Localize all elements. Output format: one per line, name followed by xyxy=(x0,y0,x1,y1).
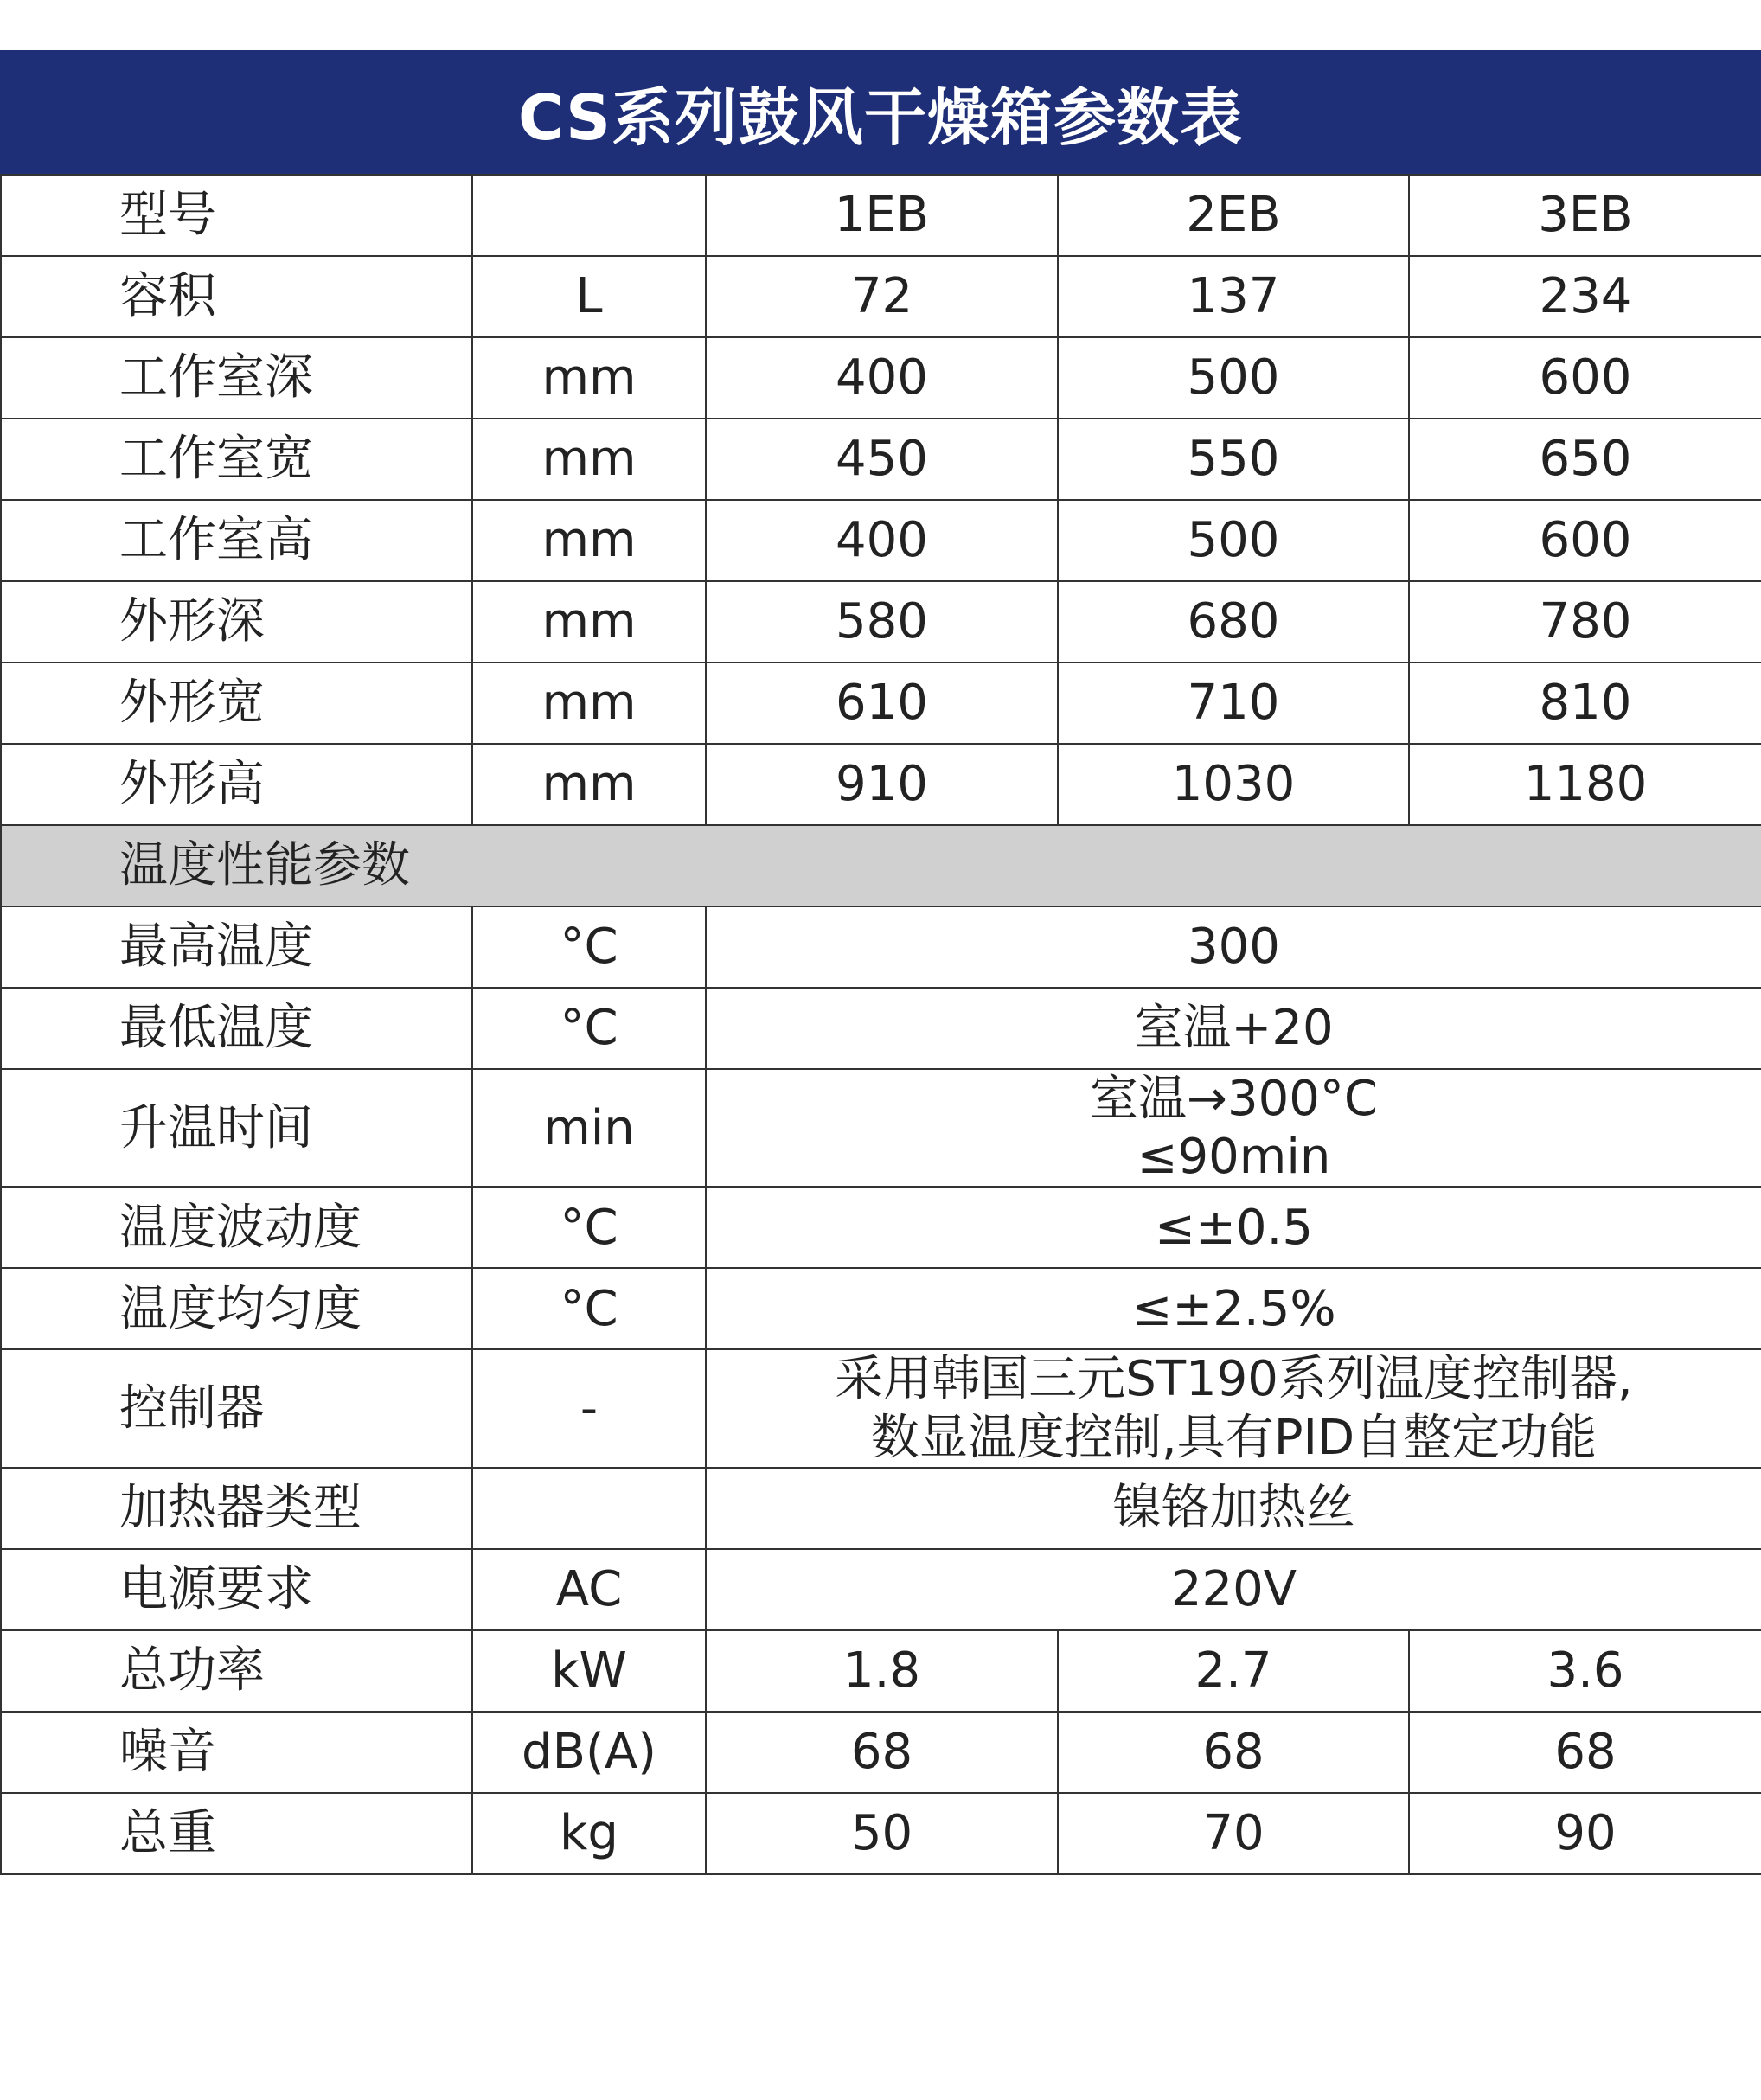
param-label: 电源要求 xyxy=(1,1549,472,1630)
unit-cell: min xyxy=(472,1069,706,1187)
table-row xyxy=(1,1793,1761,1874)
param-label: 加热器类型 xyxy=(1,1468,472,1549)
table-row xyxy=(1,256,1761,337)
unit-cell: mm xyxy=(472,744,706,825)
value-cell-3eb: 3EB xyxy=(1409,175,1761,256)
unit-cell: - xyxy=(472,1349,706,1467)
param-label: 外形高 xyxy=(1,744,472,825)
param-label: 最低温度 xyxy=(1,988,472,1069)
param-label: 总重 xyxy=(1,1793,472,1874)
unit-cell: °C xyxy=(472,1268,706,1349)
value-cell-2eb: 2EB xyxy=(1058,175,1409,256)
unit-cell: dB(A) xyxy=(472,1712,706,1793)
table-row xyxy=(1,1349,1761,1467)
unit-cell: mm xyxy=(472,500,706,581)
unit-cell: mm xyxy=(472,419,706,500)
value-cell-1eb: 72 xyxy=(706,256,1058,337)
unit-cell: mm xyxy=(472,663,706,744)
spec-table xyxy=(0,174,1761,1875)
value-cell-3eb: 234 xyxy=(1409,256,1761,337)
value-cell-2eb: 68 xyxy=(1058,1712,1409,1793)
table-row xyxy=(1,988,1761,1069)
table-row xyxy=(1,744,1761,825)
merged-value-cell: 室温+20 xyxy=(706,988,1761,1069)
table-row xyxy=(1,1712,1761,1793)
value-cell-3eb: 1180 xyxy=(1409,744,1761,825)
unit-cell: L xyxy=(472,256,706,337)
unit-cell: mm xyxy=(472,581,706,663)
param-label: 最高温度 xyxy=(1,906,472,988)
table-row xyxy=(1,581,1761,663)
value-cell-1eb: 400 xyxy=(706,337,1058,419)
table-row xyxy=(1,1549,1761,1630)
value-cell-2eb: 2.7 xyxy=(1058,1630,1409,1712)
value-cell-2eb: 137 xyxy=(1058,256,1409,337)
table-row xyxy=(1,1630,1761,1712)
value-cell-2eb: 70 xyxy=(1058,1793,1409,1874)
merged-value-cell: 镍铬加热丝 xyxy=(706,1468,1761,1549)
unit-cell: °C xyxy=(472,988,706,1069)
value-cell-3eb: 600 xyxy=(1409,337,1761,419)
unit-cell: mm xyxy=(472,337,706,419)
value-cell-2eb: 1030 xyxy=(1058,744,1409,825)
table-title: CS系列鼓风干燥箱参数表 xyxy=(0,50,1761,174)
unit-cell: °C xyxy=(472,1187,706,1268)
value-cell-3eb: 3.6 xyxy=(1409,1630,1761,1712)
value-cell-1eb: 68 xyxy=(706,1712,1058,1793)
table-row xyxy=(1,906,1761,988)
value-cell-2eb: 500 xyxy=(1058,337,1409,419)
value-cell-3eb: 650 xyxy=(1409,419,1761,500)
param-label: 外形深 xyxy=(1,581,472,663)
value-cell-1eb: 400 xyxy=(706,500,1058,581)
value-cell-1eb: 1EB xyxy=(706,175,1058,256)
unit-cell: kW xyxy=(472,1630,706,1712)
table-row xyxy=(1,1468,1761,1549)
value-cell-3eb: 600 xyxy=(1409,500,1761,581)
section-header-row xyxy=(1,825,1761,906)
unit-cell xyxy=(472,1468,706,1549)
merged-value-cell: ≤±0.5 xyxy=(706,1187,1761,1268)
unit-cell: AC xyxy=(472,1549,706,1630)
value-cell-3eb: 68 xyxy=(1409,1712,1761,1793)
value-cell-3eb: 780 xyxy=(1409,581,1761,663)
param-label: 温度波动度 xyxy=(1,1187,472,1268)
merged-value-cell xyxy=(706,1069,1761,1187)
param-label: 工作室宽 xyxy=(1,419,472,500)
value-line-1: 室温→300°C xyxy=(1090,1071,1378,1127)
unit-cell: kg xyxy=(472,1793,706,1874)
table-row xyxy=(1,500,1761,581)
value-cell-1eb: 910 xyxy=(706,744,1058,825)
value-cell-2eb: 550 xyxy=(1058,419,1409,500)
param-label: 温度均匀度 xyxy=(1,1268,472,1349)
table-row xyxy=(1,175,1761,256)
table-row xyxy=(1,1069,1761,1187)
value-cell-2eb: 500 xyxy=(1058,500,1409,581)
unit-cell: °C xyxy=(472,906,706,988)
table-row xyxy=(1,419,1761,500)
value-cell-3eb: 90 xyxy=(1409,1793,1761,1874)
merged-value-cell: ≤±2.5% xyxy=(706,1268,1761,1349)
value-cell-1eb: 450 xyxy=(706,419,1058,500)
value-cell-3eb: 810 xyxy=(1409,663,1761,744)
merged-value-cell: 220V xyxy=(706,1549,1761,1630)
value-line-2: 数显温度控制,具有PID自整定功能 xyxy=(870,1409,1598,1466)
table-row xyxy=(1,1187,1761,1268)
value-cell-2eb: 680 xyxy=(1058,581,1409,663)
param-label: 工作室高 xyxy=(1,500,472,581)
value-cell-1eb: 1.8 xyxy=(706,1630,1058,1712)
param-label: 型号 xyxy=(1,175,472,256)
section-title: 温度性能参数 xyxy=(1,825,1761,906)
value-cell-1eb: 580 xyxy=(706,581,1058,663)
table-row xyxy=(1,663,1761,744)
merged-value-cell xyxy=(706,1349,1761,1467)
param-label: 升温时间 xyxy=(1,1069,472,1187)
value-cell-1eb: 610 xyxy=(706,663,1058,744)
table-row xyxy=(1,337,1761,419)
value-line-1: 采用韩国三元ST190系列温度控制器, xyxy=(835,1351,1633,1408)
param-label: 噪音 xyxy=(1,1712,472,1793)
param-label: 容积 xyxy=(1,256,472,337)
param-label: 总功率 xyxy=(1,1630,472,1712)
unit-cell xyxy=(472,175,706,256)
param-label: 外形宽 xyxy=(1,663,472,744)
param-label: 工作室深 xyxy=(1,337,472,419)
value-cell-2eb: 710 xyxy=(1058,663,1409,744)
merged-value-cell: 300 xyxy=(706,906,1761,988)
param-label: 控制器 xyxy=(1,1349,472,1467)
value-cell-1eb: 50 xyxy=(706,1793,1058,1874)
table-row xyxy=(1,1268,1761,1349)
value-line-2: ≤90min xyxy=(1137,1129,1331,1186)
